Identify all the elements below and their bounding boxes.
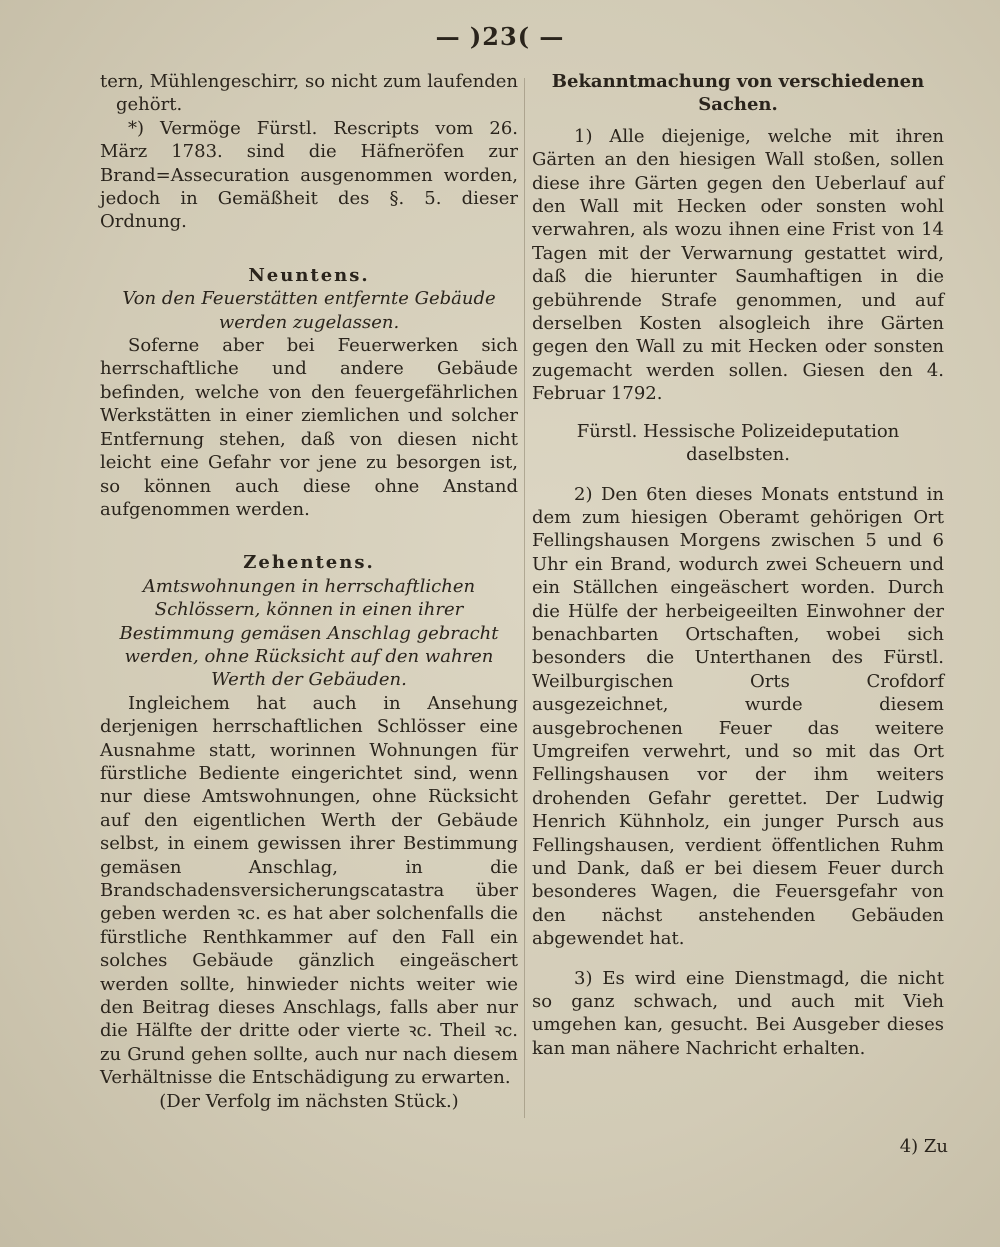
page-number: — )23( —: [435, 22, 565, 51]
section-paragraph-9: Soferne aber bei Feuerwerken sich herrschaftliche und andere Gebäude befinden, welche von den feuergefährlichen Werkstätten in einer ziemlichen und solcher Entfernung stehen, daß von diesen nicht leicht eine Gefahr vor jene zu besorgen ist, so können auch diese ohne Anstand aufgenommen werden.: [100, 335, 518, 520]
left-column: [100, 70, 518, 1113]
catchword: 4) Zu: [899, 1136, 948, 1157]
left-paragraph-continuation: tern, Mühlengeschirr, so nicht zum laufenden gehört.: [100, 71, 518, 116]
footnote: *) Vermöge Fürstl. Rescripts vom 26. März 1783. sind die Häfneröfen zur Brand=Assecuration ausgenommen worden, jedoch in Gemäßheit des §. 5. dieser Ordnung.: [100, 117, 518, 233]
continued-note: (Der Verfolg im nächsten Stück.): [159, 1090, 459, 1112]
right-column: [532, 70, 944, 1060]
section-heading-10: Zehentens.: [243, 552, 375, 574]
notice-signature: Fürstl. Hessische Polizeideputation daselbsten.: [576, 420, 900, 466]
column-divider: [524, 78, 525, 1118]
notice-item-1: 1) Alle diejenige, welche mit ihren Gärten an den hiesigen Wall stoßen, sollen diese ihre Gärten gegen den Ueberlauf auf den Wall mit Hecken oder sonsten wohl verwahren, als wozu ihnen eine Frist von 14 Tagen mit der Verwarnung gestattet wird, daß die hierunter Saumhaftigen in die gebührende Strafe genommen, und auf derselben Kosten alsogleich ihre Gärten gegen den Wall zu mit Hecken oder sonsten zugemacht werden sollen. Giesen den 4. Februar 1792.: [532, 125, 944, 405]
section-paragraph-10: Ingleichem hat auch in Ansehung derjenigen herrschaftlichen Schlösser eine Ausnahme statt, worinnen Wohnungen für fürstliche Bediente eingerichtet sind, wenn nur diese Amtswohnungen, ohne Rücksicht auf den eigentlichen Werth der Gebäude selbst, in einem gewissen ihrer Bestimmung gemäsen Anschlag, in die Brandschadensversicherungscatastra über geben werden ꝛc. es hat aber solchenfalls die fürstliche Renthkammer auf den Fall ein solches Gebäude gänzlich eingeäschert werden sollte, hinwieder nichts weiter wie den Beitrag dieses Anschlags, falls aber nur die Hälfte der dritte oder vierte ꝛc. Theil ꝛc. zu Grund gehen sollte, auch nur nach diesem Verhältnisse die Entschädigung zu erwarten.: [100, 692, 518, 1089]
notice-title: Bekanntmachung von verschiedenen Sachen.: [551, 71, 925, 116]
section-subheading-9: Von den Feuerstätten entfernte Gebäude werden zugelassen.: [122, 288, 496, 333]
notice-item-2: 2) Den 6ten dieses Monats entstund in dem zum hiesigen Oberamt gehörigen Ort Fellingshausen Morgens zwischen 5 und 6 Uhr ein Brand, wodurch zwei Scheuern und ein Ställchen eingeäschert worden. Durch die Hülfe der herbeigeeilten Einwohner der benachbarten Ortschaften, wobei sich besonders die Unterthanen des Fürstl. Weilburgischen Orts Crofdorf ausgezeichnet, wurde diesem ausgebrochenen Feuer das weitere Umgreifen verwehrt, und so mit das Ort Fellingshausen vor der ihm weiters drohenden Gefahr gerettet. Der Ludwig Henrich Kühnholz, ein junger Pursch aus Fellingshausen, verdient öffentlichen Ruhm und Dank, daß er bei diesem Feuer durch besonderes Wagen, die Feuersgefahr von den nächst anstehenden Gebäuden abgewendet hat.: [532, 483, 944, 950]
section-subheading-10: Amtswohnungen in herrschaftlichen Schlössern, können in einen ihrer Bestimmung gemäsen Anschlag gebracht werden, ohne Rücksicht auf den wahren Werth der Gebäuden.: [119, 575, 499, 691]
section-heading-9: Neuntens.: [248, 264, 370, 286]
notice-item-3: 3) Es wird eine Dienstmagd, die nicht so ganz schwach, und auch mit Vieh umgehen kan, gesucht. Bei Ausgeber dieses kan man nähere Nachricht erhalten.: [532, 967, 944, 1059]
